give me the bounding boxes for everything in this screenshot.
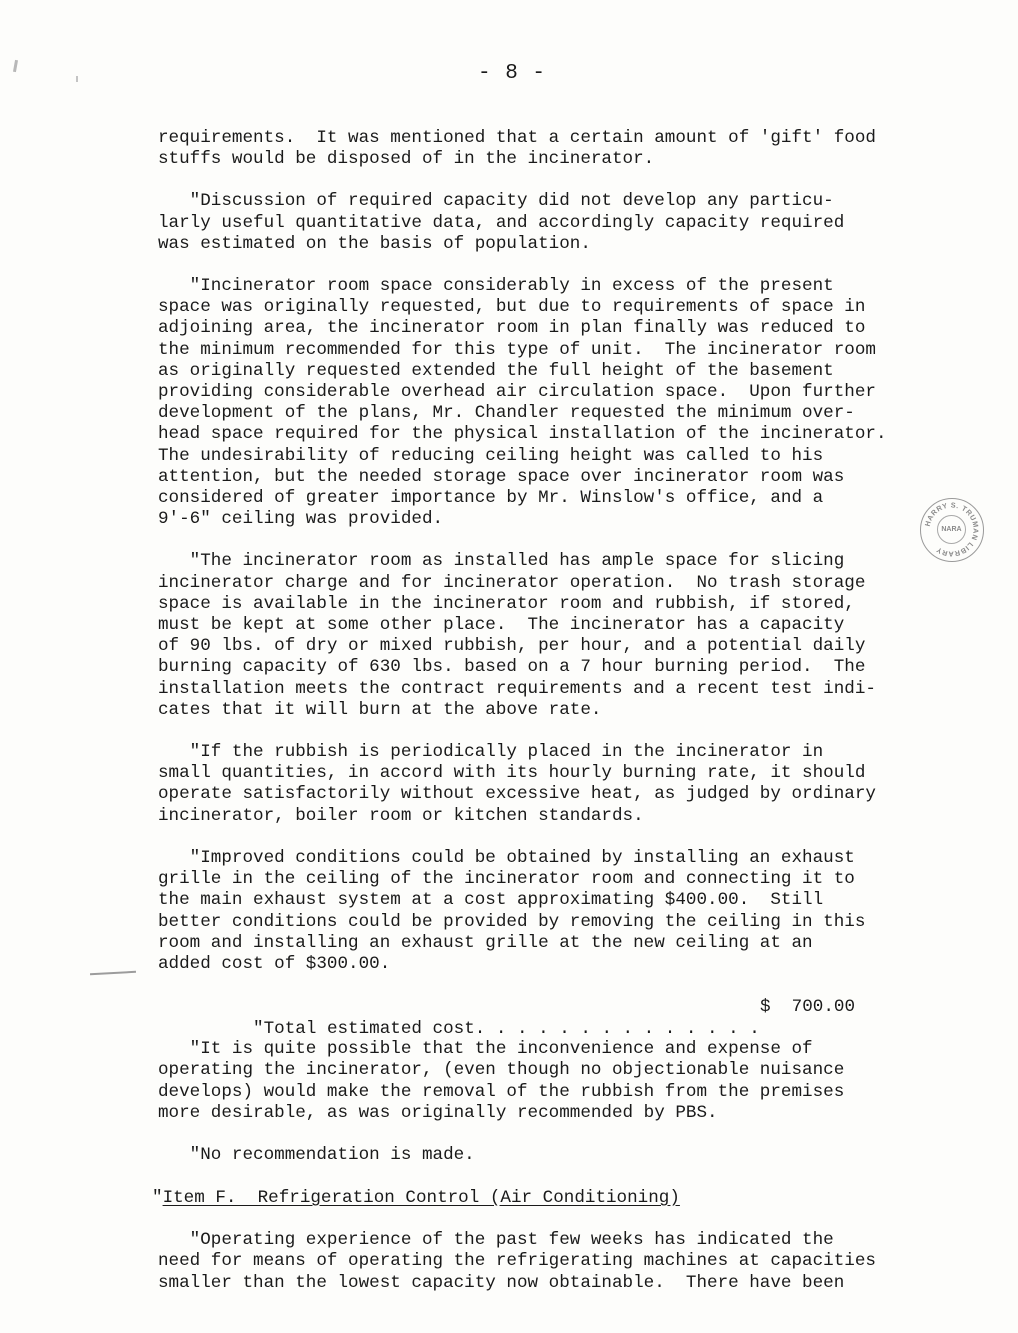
- text-line: incinerator charge and for incinerator operation. No trash storage: [158, 572, 866, 593]
- text-line: space was originally requested, but due to requirements of space in: [158, 297, 866, 318]
- text-line: larly useful quantitative data, and accordingly capacity required: [158, 212, 845, 233]
- paragraph: [158, 1230, 898, 1294]
- heading-text: Item F. Refrigeration Control (Air Conditioning): [162, 1188, 680, 1209]
- text-line: the minimum recommended for this type of unit. The incinerator room: [158, 339, 876, 360]
- text-line: stuffs would be disposed of in the incinerator.: [158, 149, 655, 170]
- text-line: "Discussion of required capacity did not develop any particu-: [158, 191, 834, 212]
- text-line: operating the incinerator, (even though no objectionable nuisance: [158, 1060, 845, 1081]
- paragraph: [158, 276, 898, 530]
- paragraph: [158, 742, 898, 827]
- paragraph: [158, 1145, 898, 1166]
- text-line: smaller than the lowest capacity now obtainable. There have been: [158, 1272, 845, 1293]
- text-line: of 90 lbs. of dry or mixed rubbish, per hour, and a potential daily: [158, 636, 866, 657]
- text-line: head space required for the physical installation of the incinerator.: [158, 424, 887, 445]
- paragraph: [158, 848, 898, 975]
- text-line: "Incinerator room space considerably in excess of the present: [158, 276, 834, 297]
- text-line: develops) would make the removal of the rubbish from the premises: [158, 1081, 845, 1102]
- text-line: must be kept at some other place. The incinerator has a capacity: [158, 615, 845, 636]
- text-line: better conditions could be provided by removing the ceiling in this: [158, 911, 866, 932]
- text-line: installation meets the contract requirements and a recent test indi-: [158, 678, 876, 699]
- text-line: cates that it will burn at the above rate.: [158, 699, 602, 720]
- text-line: providing considerable overhead air circulation space. Upon further: [158, 382, 876, 403]
- margin-mark: [76, 76, 78, 82]
- paragraph: [158, 551, 898, 721]
- text-line: room and installing an exhaust grille at the new ceiling at an: [158, 932, 813, 953]
- paragraph: [158, 1039, 898, 1124]
- document-body: [152, 128, 898, 1294]
- text-line: development of the plans, Mr. Chandler requested the minimum over-: [158, 403, 855, 424]
- text-line: grille in the ceiling of the incinerator room and connecting it to: [158, 869, 855, 890]
- text-line: space is available in the incinerator room and rubbish, if stored,: [158, 593, 855, 614]
- page-number: - 8 -: [478, 62, 547, 85]
- text-line: operate satisfactorily without excessive heat, as judged by ordinary: [158, 784, 876, 805]
- stamp-ring-text: HARRY S. TRUMAN LIBRARY: [922, 500, 981, 559]
- paragraph-group: [158, 1230, 898, 1294]
- text-line: attention, but the needed storage space over incinerator room was: [158, 466, 845, 487]
- text-line: incinerator, boiler room or kitchen standards.: [158, 805, 644, 826]
- heading-quote: ": [152, 1188, 163, 1209]
- text-line: requirements. It was mentioned that a certain amount of 'gift' food: [158, 128, 876, 148]
- paragraph-group: [158, 128, 898, 975]
- text-line: was estimated on the basis of population.: [158, 233, 591, 254]
- text-line: added cost of $300.00.: [158, 953, 391, 974]
- text-line: adjoining area, the incinerator room in plan finally was reduced to: [158, 318, 866, 339]
- section-heading: [152, 1187, 898, 1209]
- text-line: "Operating experience of the past few weeks has indicated the: [158, 1230, 834, 1251]
- text-line: considered of greater importance by Mr. Winslow's office, and a: [158, 488, 824, 509]
- paragraph: [158, 191, 898, 255]
- text-line: as originally requested extended the full height of the basement: [158, 360, 834, 381]
- text-line: "No recommendation is made.: [158, 1144, 475, 1165]
- text-line: more desirable, as was originally recommended by PBS.: [158, 1102, 718, 1123]
- total-cost-label: "Total estimated cost. . . . . . . . . . . . . .: [221, 1019, 760, 1040]
- text-line: need for means of operating the refrigerating machines at capacities: [158, 1251, 876, 1272]
- total-cost-line: [158, 996, 898, 1040]
- text-line: burning capacity of 630 lbs. based on a 7 hour burning period. The: [158, 657, 866, 678]
- paragraph-group: [158, 1039, 898, 1166]
- text-line: "The incinerator room as installed has ample space for slicing: [158, 551, 845, 572]
- text-line: "If the rubbish is periodically placed in the incinerator in: [158, 742, 824, 763]
- text-line: the main exhaust system at a cost approximating $400.00. Still: [158, 890, 824, 911]
- margin-mark: [13, 60, 18, 72]
- text-line: "Improved conditions could be obtained by installing an exhaust: [158, 847, 855, 868]
- text-line: The undesirability of reducing ceiling height was called to his: [158, 445, 824, 466]
- text-line: small quantities, in accord with its hourly burning rate, it should: [158, 763, 866, 784]
- text-line: 9'-6" ceiling was provided.: [158, 509, 444, 530]
- stamp-center-text: NARA: [941, 526, 962, 533]
- margin-dash-mark: [90, 971, 136, 975]
- text-line: "It is quite possible that the inconvenience and expense of: [158, 1039, 813, 1060]
- total-cost-amount: $ 700.00: [760, 997, 856, 1018]
- paragraph: [158, 128, 898, 170]
- library-stamp: [920, 498, 984, 562]
